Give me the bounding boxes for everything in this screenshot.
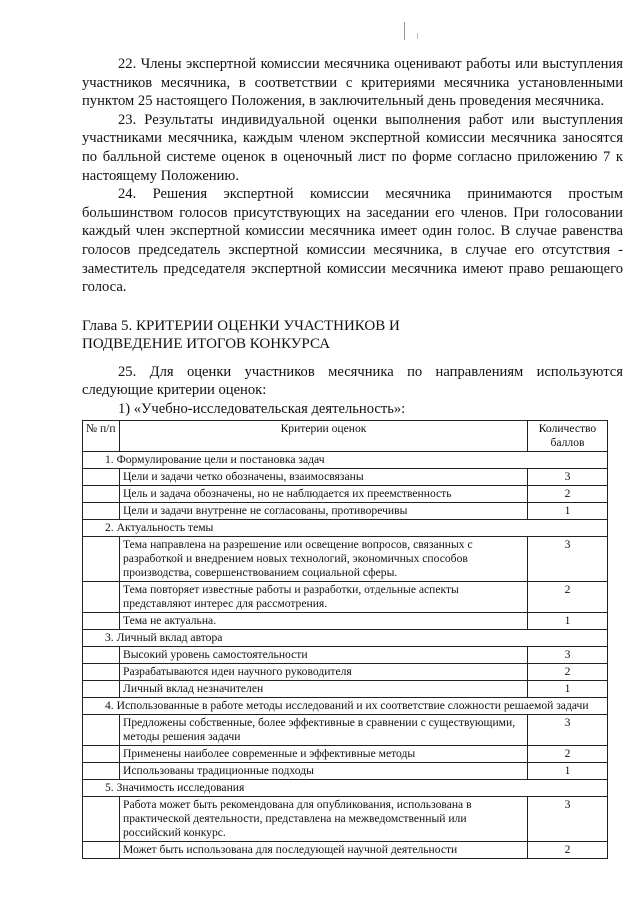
table-row bbox=[83, 582, 608, 613]
table-section-row bbox=[83, 520, 608, 537]
table-row bbox=[83, 469, 608, 486]
row-num-cell bbox=[83, 486, 120, 503]
criterion-score: 3 bbox=[528, 797, 608, 842]
paragraph-23: 23. Результаты индивидуальной оценки выполнения работ или выступления участниками месячника, каждым членом экспертной комиссии месячника заносятся по балльной системе оценок в оценочный лист по форме согласно приложению 7 к настоящему Положению. bbox=[82, 111, 623, 184]
criterion-score: 3 bbox=[528, 715, 608, 746]
table-section-row bbox=[83, 780, 608, 797]
criterion-text: Может быть использована для последующей научной деятельности bbox=[120, 842, 528, 859]
table-row bbox=[83, 664, 608, 681]
row-num-cell bbox=[83, 746, 120, 763]
table-row bbox=[83, 763, 608, 780]
row-num-cell bbox=[83, 842, 120, 859]
section-title: 1. Формулирование цели и постановка задач bbox=[83, 452, 608, 469]
criterion-score: 3 bbox=[528, 469, 608, 486]
row-num-cell bbox=[83, 763, 120, 780]
table-section-row bbox=[83, 630, 608, 647]
criterion-text: Цель и задача обозначены, но не наблюдается их преемственность bbox=[120, 486, 528, 503]
section-title: 4. Использованные в работе методы исследований и их соответствие сложности решаемой задачи bbox=[83, 698, 608, 715]
criterion-score: 2 bbox=[528, 582, 608, 613]
row-num-cell bbox=[83, 469, 120, 486]
chapter-title-line1: Глава 5. КРИТЕРИИ ОЦЕНКИ УЧАСТНИКОВ И bbox=[82, 317, 400, 334]
paragraph-22: 22. Члены экспертной комиссии месячника оценивают работы или выступления участников месячника, в соответствии с критериями месячника установленными пунктом 25 настоящего Положения, в заключительный день проведения месячника. bbox=[82, 56, 623, 110]
row-num-cell bbox=[83, 797, 120, 842]
header-criteria: Критерии оценок bbox=[120, 421, 528, 452]
table-row bbox=[83, 486, 608, 503]
criterion-score: 1 bbox=[528, 613, 608, 630]
criteria-table bbox=[82, 420, 608, 859]
row-num-cell bbox=[83, 715, 120, 746]
document-body bbox=[82, 55, 623, 419]
criterion-text: Высокий уровень самостоятельности bbox=[120, 647, 528, 664]
row-num-cell bbox=[83, 537, 120, 582]
criterion-text: Тема не актуальна. bbox=[120, 613, 528, 630]
criterion-score: 3 bbox=[528, 647, 608, 664]
criterion-text: Применены наиболее современные и эффективные методы bbox=[120, 746, 528, 763]
chapter-title-line2: ПОДВЕДЕНИЕ ИТОГОВ КОНКУРСА bbox=[82, 335, 331, 352]
table-body bbox=[83, 452, 608, 859]
row-num-cell bbox=[83, 664, 120, 681]
row-num-cell bbox=[83, 681, 120, 698]
table-row bbox=[83, 842, 608, 859]
criterion-text: Разрабатываются идеи научного руководителя bbox=[120, 664, 528, 681]
section-title: 5. Значимость исследования bbox=[83, 780, 608, 797]
criterion-text: Цели и задачи внутренне не согласованы, противоречивы bbox=[120, 503, 528, 520]
criterion-score: 1 bbox=[528, 503, 608, 520]
scan-mark bbox=[404, 22, 405, 40]
scan-mark bbox=[417, 33, 418, 39]
table-section-row bbox=[83, 452, 608, 469]
table-row bbox=[83, 503, 608, 520]
table-row bbox=[83, 537, 608, 582]
criterion-text: Работа может быть рекомендована для опубликования, использована в практической деятельности, представлена на межведомственный или российский конкурс. bbox=[120, 797, 528, 842]
criterion-score: 3 bbox=[528, 537, 608, 582]
criterion-text: Личный вклад незначителен bbox=[120, 681, 528, 698]
section-title: 3. Личный вклад автора bbox=[83, 630, 608, 647]
criterion-score: 2 bbox=[528, 842, 608, 859]
criterion-text: Цели и задачи четко обозначены, взаимосвязаны bbox=[120, 469, 528, 486]
criterion-text: Тема повторяет известные работы и разработки, отдельные аспекты представляют интерес для рассмотрения. bbox=[120, 582, 528, 613]
row-num-cell bbox=[83, 613, 120, 630]
paragraph-25: 25. Для оценки участников месячника по направлениям используются следующие критерии оценок: bbox=[82, 363, 623, 399]
chapter-title bbox=[82, 317, 623, 353]
row-num-cell bbox=[83, 582, 120, 613]
criteria-subheading: 1) «Учебно-исследовательская деятельность»: bbox=[118, 400, 406, 417]
table-row bbox=[83, 797, 608, 842]
criterion-score: 2 bbox=[528, 664, 608, 681]
table-row bbox=[83, 647, 608, 664]
criterion-score: 2 bbox=[528, 486, 608, 503]
criterion-score: 1 bbox=[528, 681, 608, 698]
table-row bbox=[83, 746, 608, 763]
section-title: 2. Актуальность темы bbox=[83, 520, 608, 537]
header-num: № п/п bbox=[83, 421, 120, 452]
table-row bbox=[83, 681, 608, 698]
table-row bbox=[83, 613, 608, 630]
table-row bbox=[83, 715, 608, 746]
table-section-row bbox=[83, 698, 608, 715]
header-score: Количество баллов bbox=[528, 421, 608, 452]
paragraph-24: 24. Решения экспертной комиссии месячника принимаются простым большинством голосов присутствующих на заседании его членов. При голосовании каждый член экспертной комиссии месячника имеет один голос. В случае равенства голосов председатель экспертной комиссии месячника, в случае его отсутствия - заместитель председателя экспертной комиссии месячника имеют право решающего голоса. bbox=[82, 186, 623, 296]
criterion-text: Предложены собственные, более эффективные в сравнении с существующими, методы решения задачи bbox=[120, 715, 528, 746]
criterion-text: Тема направлена на разрешение или освещение вопросов, связанных с разработкой и внедрением новых технологий, экономичных способов производства, совершенствованием социальной сферы. bbox=[120, 537, 528, 582]
criterion-score: 2 bbox=[528, 746, 608, 763]
row-num-cell bbox=[83, 647, 120, 664]
criterion-score: 1 bbox=[528, 763, 608, 780]
criterion-text: Использованы традиционные подходы bbox=[120, 763, 528, 780]
table-header-row bbox=[83, 421, 608, 452]
row-num-cell bbox=[83, 503, 120, 520]
